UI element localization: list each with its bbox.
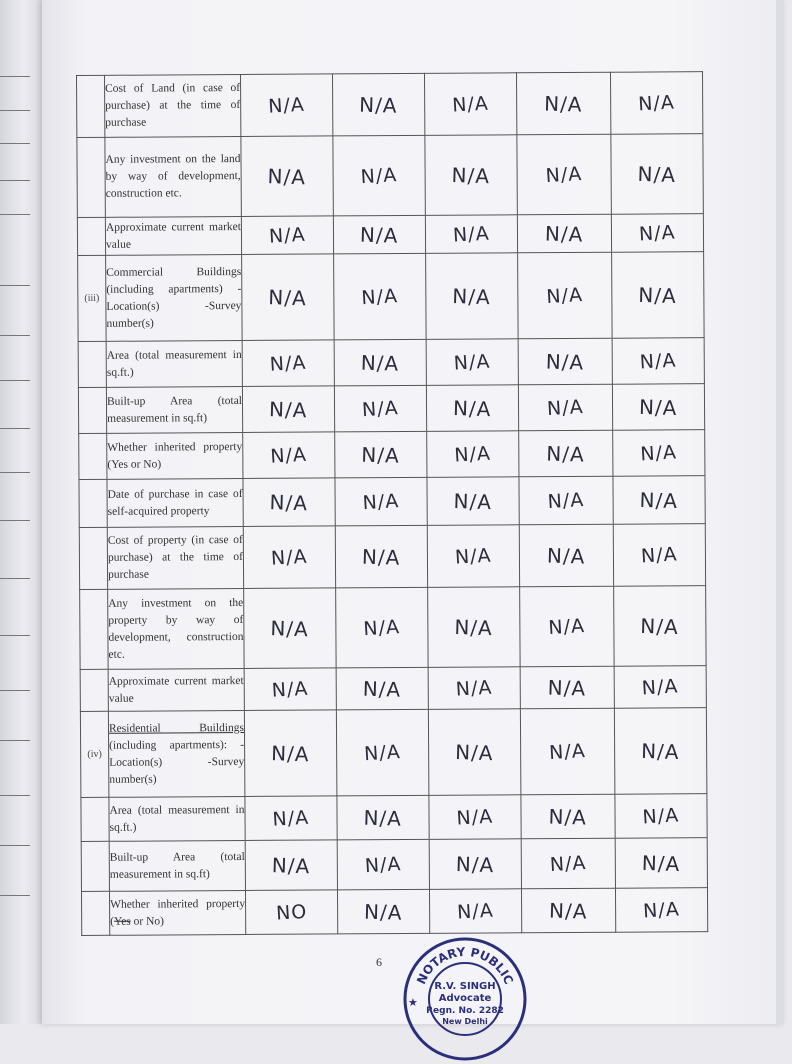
handwritten-entry: N/A [359,222,400,248]
handwritten-entry: N/A [639,487,679,513]
table-row [78,252,705,342]
handwritten-entry: N/A [452,283,492,309]
row-label [107,478,243,527]
handwritten-entry: N/A [267,163,307,189]
value-cell [612,384,704,431]
value-cell [521,838,615,889]
row-label [105,74,241,137]
value-cell [244,710,337,797]
value-cell [244,668,336,711]
value-cell [336,587,428,668]
value-cell [425,135,517,216]
value-cell [429,839,521,890]
value-cell [333,215,425,254]
value-cell [611,134,703,215]
value-cell [428,667,520,710]
handwritten-entry: N/A [361,396,400,421]
row-number [77,217,105,255]
row-number [79,433,107,479]
row-label [108,588,244,669]
table-row [77,214,703,256]
row-label [105,136,241,217]
handwritten-entry: N/A [639,348,678,373]
value-cell [335,477,427,526]
label-prefix: Whether inherited property ( [110,897,246,928]
row-number [80,589,108,669]
row-label [108,710,245,797]
table-row [79,524,705,590]
handwritten-entry: N/A [269,396,309,422]
handwritten-entry: N/A [642,897,681,922]
handwritten-entry: N/A [546,542,586,569]
handwritten-entry: N/A [269,351,308,376]
handwritten-entry: N/A [639,440,678,465]
value-cell [519,524,613,587]
row-label [109,840,245,891]
value-cell [612,252,705,339]
value-cell [335,525,427,588]
table-row [80,708,707,798]
table-row [79,476,705,528]
row-label [107,432,243,479]
handwritten-entry: N/A [456,899,495,924]
handwritten-entry: N/A [638,282,678,308]
row-label [105,216,241,255]
book-spine [0,0,42,1024]
value-cell [611,214,703,253]
handwritten-entry: N/A [271,677,310,702]
handwritten-entry: N/A [452,222,491,247]
handwritten-entry: N/A [268,284,308,310]
value-cell [429,795,521,840]
handwritten-entry: N/A [453,488,493,514]
handwritten-entry: N/A [546,440,586,467]
handwritten-entry: N/A [271,740,311,766]
handwritten-entry: N/A [269,443,308,468]
table-row [77,72,703,138]
row-label [109,796,245,841]
handwritten-entry: N/A [454,544,493,569]
handwritten-entry: N/A [642,803,680,828]
table-row [81,838,707,892]
label-text: Area (total measurement in sq.ft.) [106,348,242,379]
label-text: Approximate current market value [108,674,244,705]
row-number: (iii) [78,255,107,341]
label-text: Commercial Buildings (including apartments) -Location(s) -Survey number(s) [106,265,242,330]
value-cell [428,709,521,796]
handwritten-entry: N/A [545,283,584,308]
value-cell [334,253,427,340]
stamp-arc-text: NOTARY PUBLIC [414,944,516,987]
handwritten-entry: N/A [640,613,680,639]
row-number [77,75,105,137]
value-cell [520,586,614,667]
handwritten-entry: N/A [453,442,492,467]
stamp-title: Advocate [438,993,492,1004]
row-label [108,668,244,711]
value-cell [614,666,706,709]
label-text: Any investment on the land by way of development, construction etc. [105,152,241,200]
value-cell [614,586,706,667]
value-cell [517,214,611,253]
value-cell [245,796,337,841]
table-row [79,430,705,480]
handwritten-entry: N/A [455,851,495,877]
row-number [77,137,105,217]
handwritten-entry: N/A [454,614,494,640]
value-cell [612,338,704,385]
value-cell [520,666,614,709]
row-label [109,890,245,935]
value-cell [333,135,425,216]
handwritten-entry: N/A [360,163,399,188]
handwritten-entry: N/A [548,803,588,830]
value-cell [243,432,335,479]
table-row [81,794,707,842]
value-cell [518,384,612,431]
handwritten-entry: N/A [267,93,306,118]
handwritten-entry: N/A [453,395,493,421]
value-cell [332,73,424,136]
handwritten-entry: N/A [641,674,680,699]
row-number [78,341,106,387]
row-label [107,526,243,589]
previous-page-table-edge [0,0,30,1024]
value-cell [426,339,518,386]
label-text: Date of purchase in case of self-acquired property [107,487,243,518]
value-cell [336,709,429,796]
value-cell [428,587,520,668]
handwritten-entry: N/A [359,92,399,118]
handwritten-entry: N/A [637,161,677,187]
row-number [81,797,109,841]
handwritten-entry: N/A [547,614,586,639]
value-cell [334,339,426,386]
handwritten-entry: N/A [544,90,584,117]
row-number [79,479,107,527]
label-text: (including apartments): -Location(s) -Survey number(s) [109,738,245,786]
value-cell [521,888,615,933]
handwritten-entry: N/A [270,545,309,570]
value-cell [240,74,332,137]
handwritten-entry: N/A [549,851,588,876]
handwritten-entry: N/A [641,738,681,764]
label-text: Cost of Land (in case of purchase) at the time of purchase [105,81,241,129]
value-cell [242,340,334,387]
row-number: (iv) [80,711,109,797]
handwritten-entry: N/A [451,162,491,188]
value-cell [517,134,611,215]
row-number [79,527,107,589]
handwritten-entry: NO [275,900,308,925]
label-text: Cost of property (in case of purchase) at the time of purchase [107,533,243,581]
table-row [78,384,704,434]
value-cell [245,840,337,891]
value-cell [518,252,613,339]
row-number [81,841,109,891]
label-text: Any investment on the property by way of development, construction etc. [108,596,244,661]
value-cell [613,524,705,587]
value-cell [336,667,428,710]
value-cell [335,431,427,478]
handwritten-entry: N/A [272,806,310,831]
stamp-city: New Delhi [442,1017,488,1026]
value-cell [241,136,333,217]
property-declaration-table [76,71,708,936]
handwritten-entry: N/A [638,394,679,420]
handwritten-entry: N/A [455,676,494,701]
handwritten-entry: N/A [364,899,404,925]
section-heading: Residential Buildings [108,721,245,735]
label-text: Whether inherited property (Yes or No) [107,440,243,471]
value-cell [613,476,705,525]
handwritten-entry: N/A [364,852,403,877]
value-cell [426,385,518,432]
value-cell [518,338,612,385]
handwritten-entry: N/A [640,542,679,567]
handwritten-entry: N/A [362,676,402,702]
handwritten-entry: N/A [363,805,403,831]
label-text: Area (total measurement in sq.ft.) [109,803,245,834]
row-number [81,891,109,935]
handwritten-entry: N/A [637,90,676,116]
value-cell [242,386,334,433]
handwritten-entry: N/A [545,348,585,375]
handwritten-entry: N/A [548,739,587,764]
row-number [80,669,108,711]
table-row [80,666,706,712]
value-cell [337,839,429,890]
handwritten-entry: N/A [455,739,495,765]
value-cell [243,478,335,527]
value-cell [427,525,519,588]
handwritten-entry: N/A [361,544,401,570]
stamp-reg: Regn. No. 2282 [426,1006,504,1016]
value-cell [516,72,610,135]
value-cell [519,476,613,525]
value-cell [426,253,519,340]
value-cell [425,215,517,254]
row-label [106,386,242,433]
row-label [106,254,243,341]
handwritten-entry: N/A [269,489,309,515]
handwritten-entry: N/A [271,852,311,878]
handwritten-entry: N/A [546,395,585,420]
value-cell [243,526,335,589]
value-cell [334,385,426,432]
value-cell [242,254,335,341]
handwritten-entry: N/A [547,674,587,701]
table-row [81,888,707,936]
table-row [77,134,703,218]
label-text: Approximate current market value [105,220,241,251]
value-cell [614,708,707,795]
value-cell [241,216,333,255]
handwritten-entry: N/A [451,92,490,117]
value-cell [615,888,707,933]
value-cell [427,477,519,526]
handwritten-entry: N/A [545,162,584,187]
handwritten-entry: N/A [641,850,681,876]
table-row [78,338,704,388]
handwritten-entry: N/A [360,350,400,376]
handwritten-entry: N/A [549,897,589,924]
value-cell [245,890,337,935]
handwritten-entry: N/A [638,220,677,246]
handwritten-entry: N/A [268,223,307,248]
label-suffix: or No) [130,914,165,928]
notary-stamp [400,934,530,1064]
svg-text:★: ★ [408,996,418,1009]
handwritten-entry: N/A [270,615,310,641]
handwritten-entry: N/A [362,489,401,514]
value-cell [427,431,519,478]
label-text: Built-up Area (total measurement in sq.ft) [109,850,245,881]
value-cell [429,889,521,934]
value-cell [337,795,429,840]
page-number: 6 [376,955,382,969]
stamp-name: R.V. SINGH [434,981,496,992]
handwritten-entry: N/A [456,805,494,830]
handwritten-entry: N/A [361,442,401,468]
row-number [78,387,106,433]
handwritten-entry: N/A [363,740,402,765]
value-cell [519,430,613,477]
handwritten-entry: N/A [547,488,586,513]
page-edge [776,0,784,1024]
table-row [80,586,706,670]
value-cell [424,73,516,136]
handwritten-entry: N/A [544,220,585,247]
label-text: Built-up Area (total measurement in sq.ft) [106,394,243,425]
handwritten-entry: N/A [453,350,492,375]
value-cell [615,838,707,889]
value-cell [337,889,429,934]
handwritten-entry: N/A [362,615,401,640]
label-strike: Yes [113,915,131,928]
value-cell [613,430,705,477]
value-cell [520,708,615,795]
value-cell [521,794,615,839]
document-page [42,0,784,1024]
handwritten-entry: N/A [360,284,399,309]
value-cell [610,72,702,135]
row-label [106,340,242,387]
value-cell [615,794,707,839]
value-cell [244,588,336,669]
